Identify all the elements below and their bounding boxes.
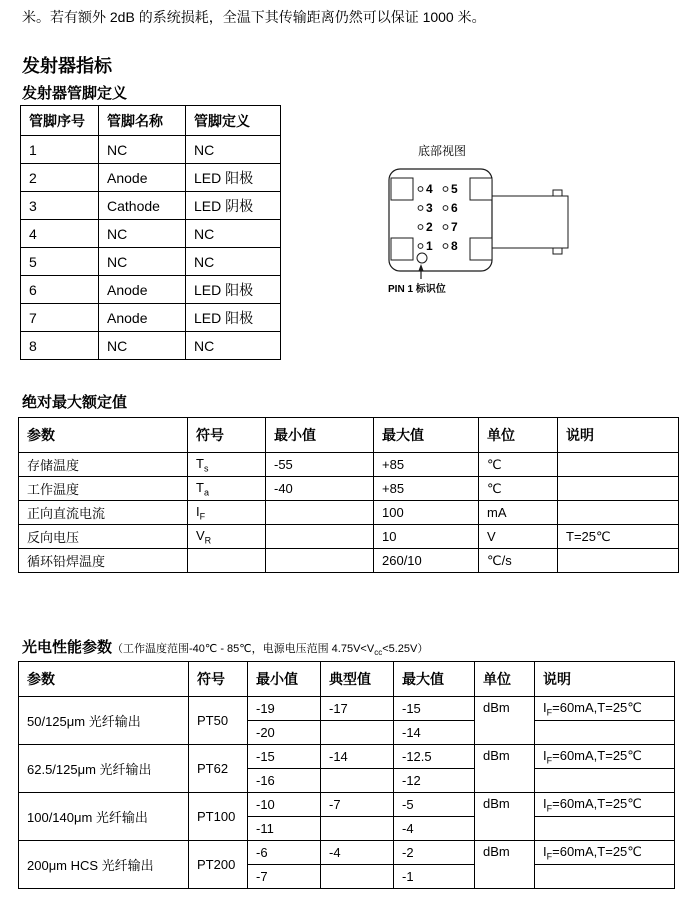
typ-cell: -14: [321, 745, 394, 769]
pin-name: NC: [99, 248, 186, 276]
abs-max-table: [18, 417, 679, 573]
pin-dot: [443, 225, 448, 230]
pin-dot: [443, 244, 448, 249]
pin-name: Anode: [99, 164, 186, 192]
corner-pad: [470, 178, 492, 200]
min-cell: [266, 525, 374, 549]
pin-number: 6: [21, 276, 99, 304]
min-cell: -11: [248, 817, 321, 841]
pin-definition: NC: [186, 136, 281, 164]
table-row: [19, 549, 679, 573]
param-cell: 存储温度: [19, 453, 188, 477]
table-header-row: [19, 418, 679, 453]
pin-col-header-name: 管脚名称: [99, 106, 186, 136]
pin-number: 4: [21, 220, 99, 248]
pin-name: Anode: [99, 276, 186, 304]
note-cell: [558, 477, 679, 501]
symbol-cell: PT200: [189, 841, 248, 889]
pin-definition: NC: [186, 332, 281, 360]
table-row: [21, 304, 281, 332]
pin-definition: LED 阳极: [186, 304, 281, 332]
pin-number: 3: [21, 192, 99, 220]
pin-number-label: 6: [451, 201, 458, 215]
col-header-unit: 单位: [475, 662, 535, 697]
section-title-transmitter: 发射器指标: [22, 56, 112, 76]
param-cell: 反向电压: [19, 525, 188, 549]
note-cell: [535, 817, 675, 841]
table-row: [19, 501, 679, 525]
col-header-symbol: 符号: [189, 662, 248, 697]
param-cell: 循环铅焊温度: [19, 549, 188, 573]
pin-dot: [418, 187, 423, 192]
corner-pad: [470, 238, 492, 260]
corner-pad: [391, 238, 413, 260]
note-cell: $I_F=60mA,T=25℃$: [535, 697, 675, 721]
table-row: [21, 164, 281, 192]
intro-paragraph: 米。若有额外 2dB 的系统损耗，全温下其传输距离仍然可以保证 1000 米。: [22, 9, 486, 25]
pin-definition-title: 发射器管脚定义: [22, 85, 128, 102]
pin-number-label: 7: [451, 220, 458, 234]
note-cell: [535, 769, 675, 793]
corner-pad: [391, 178, 413, 200]
max-cell: +85: [374, 453, 479, 477]
note-cell: T=25℃: [558, 525, 679, 549]
note-cell: $I_F=60mA,T=25℃$: [535, 745, 675, 769]
note-cell: $I_F=60mA,T=25℃$: [535, 841, 675, 865]
min-cell: -10: [248, 793, 321, 817]
pin-number-label: 2: [426, 220, 433, 234]
max-cell: -14: [394, 721, 475, 745]
pin-number: 1: [21, 136, 99, 164]
symbol-cell: PT50: [189, 697, 248, 745]
pin-dot: [418, 244, 423, 249]
typ-cell: -17: [321, 697, 394, 721]
note-cell: [558, 549, 679, 573]
max-cell: 10: [374, 525, 479, 549]
note-cell: [535, 721, 675, 745]
param-cell: 62.5/125μm 光纤输出: [19, 745, 189, 793]
table-row: [21, 136, 281, 164]
unit-cell: ℃: [479, 453, 558, 477]
table-row: [21, 276, 281, 304]
pin-number-label: 4: [426, 182, 433, 196]
table-row: [19, 525, 679, 549]
min-cell: [266, 549, 374, 573]
col-header-note: 说明: [535, 662, 675, 697]
pin-dot: [418, 225, 423, 230]
param-cell: 正向直流电流: [19, 501, 188, 525]
pin-number-label: 1: [426, 239, 433, 253]
pin1-indicator-circle: [417, 253, 427, 263]
max-cell: -1: [394, 865, 475, 889]
table-row: [19, 793, 675, 817]
min-cell: [266, 501, 374, 525]
col-header-typ: 典型值: [321, 662, 394, 697]
table-row: [19, 841, 675, 865]
unit-cell: dBm: [475, 697, 535, 745]
connector-port-shape: [492, 196, 568, 248]
symbol-cell: $I_F$: [188, 501, 266, 525]
connector-tab-top: [553, 190, 562, 196]
unit-cell: mA: [479, 501, 558, 525]
typ-cell: [321, 865, 394, 889]
table-row: [21, 192, 281, 220]
max-cell: +85: [374, 477, 479, 501]
col-header-param: 参数: [19, 662, 189, 697]
table-row: [21, 248, 281, 276]
min-cell: -16: [248, 769, 321, 793]
connector-tab-bottom: [553, 248, 562, 254]
symbol-cell: PT100: [189, 793, 248, 841]
table-row: [19, 477, 679, 501]
pin-number: 7: [21, 304, 99, 332]
col-header-note: 说明: [558, 418, 679, 453]
min-cell: -7: [248, 865, 321, 889]
max-cell: -12: [394, 769, 475, 793]
note-cell: $I_F=60mA,T=25℃$: [535, 793, 675, 817]
symbol-cell: $T_a$: [188, 477, 266, 501]
pin-name: NC: [99, 220, 186, 248]
opto-title: [22, 636, 428, 657]
pin-definition: NC: [186, 220, 281, 248]
col-header-max: 最大值: [394, 662, 475, 697]
param-cell: 50/125μm 光纤输出: [19, 697, 189, 745]
col-header-symbol: 符号: [188, 418, 266, 453]
table-row: [21, 220, 281, 248]
abs-max-title: 绝对最大额定值: [22, 394, 128, 411]
max-cell: -4: [394, 817, 475, 841]
col-header-min: 最小值: [248, 662, 321, 697]
table-header-row: [21, 106, 281, 136]
min-cell: -20: [248, 721, 321, 745]
min-cell: -15: [248, 745, 321, 769]
max-cell: -12.5: [394, 745, 475, 769]
note-cell: [558, 501, 679, 525]
max-cell: -5: [394, 793, 475, 817]
min-cell: -19: [248, 697, 321, 721]
table-row: [19, 453, 679, 477]
pin-number: 2: [21, 164, 99, 192]
pin-definition-table: [20, 105, 281, 360]
min-cell: -6: [248, 841, 321, 865]
symbol-cell: $T_s$: [188, 453, 266, 477]
pin-dot: [418, 206, 423, 211]
opto-title-text: 光电性能参数: [22, 639, 113, 656]
typ-cell: -7: [321, 793, 394, 817]
pin-dot: [443, 187, 448, 192]
typ-cell: [321, 721, 394, 745]
min-cell: -40: [266, 477, 374, 501]
unit-cell: ℃/s: [479, 549, 558, 573]
pin-number: 8: [21, 332, 99, 360]
unit-cell: dBm: [475, 745, 535, 793]
pin-number-label: 5: [451, 182, 458, 196]
pin-col-header-number: 管脚序号: [21, 106, 99, 136]
max-cell: 260/10: [374, 549, 479, 573]
symbol-cell: PT62: [189, 745, 248, 793]
pin-name: NC: [99, 136, 186, 164]
table-row: [19, 745, 675, 769]
pin-definition: LED 阴极: [186, 192, 281, 220]
pin-definition: LED 阳极: [186, 164, 281, 192]
pin-name: Cathode: [99, 192, 186, 220]
max-cell: 100: [374, 501, 479, 525]
max-cell: -2: [394, 841, 475, 865]
unit-cell: dBm: [475, 841, 535, 889]
pin-definition: NC: [186, 248, 281, 276]
col-header-min: 最小值: [266, 418, 374, 453]
typ-cell: -4: [321, 841, 394, 865]
pin-definition: LED 阳极: [186, 276, 281, 304]
unit-cell: dBm: [475, 793, 535, 841]
pin-number-label: 3: [426, 201, 433, 215]
typ-cell: [321, 817, 394, 841]
unit-cell: ℃: [479, 477, 558, 501]
note-cell: [558, 453, 679, 477]
pin-name: NC: [99, 332, 186, 360]
col-header-max: 最大值: [374, 418, 479, 453]
unit-cell: V: [479, 525, 558, 549]
param-cell: 工作温度: [19, 477, 188, 501]
col-header-param: 参数: [19, 418, 188, 453]
max-cell: -15: [394, 697, 475, 721]
symbol-cell: [188, 549, 266, 573]
pin1-identifier-label: PIN 1 标识位: [388, 284, 446, 295]
col-header-unit: 单位: [479, 418, 558, 453]
note-cell: [535, 865, 675, 889]
pin-col-header-definition: 管脚定义: [186, 106, 281, 136]
table-row: [19, 697, 675, 721]
param-cell: 100/140μm 光纤输出: [19, 793, 189, 841]
opto-title-conditions: （工作温度范围-40℃ - 85℃，电源电压范围 $4.75V<V_{cc}<5.25V$）: [112, 643, 429, 658]
pin-dot: [443, 206, 448, 211]
diagram-title: 底部视图: [418, 144, 467, 158]
param-cell: 200μm HCS 光纤输出: [19, 841, 189, 889]
table-row: [21, 332, 281, 360]
pin-name: Anode: [99, 304, 186, 332]
pin-number-label: 8: [451, 239, 458, 253]
pin-number: 5: [21, 248, 99, 276]
symbol-cell: $V_R$: [188, 525, 266, 549]
min-cell: -55: [266, 453, 374, 477]
opto-performance-table: [18, 661, 675, 889]
table-header-row: [19, 662, 675, 697]
typ-cell: [321, 769, 394, 793]
bottom-view-diagram: [370, 135, 600, 307]
